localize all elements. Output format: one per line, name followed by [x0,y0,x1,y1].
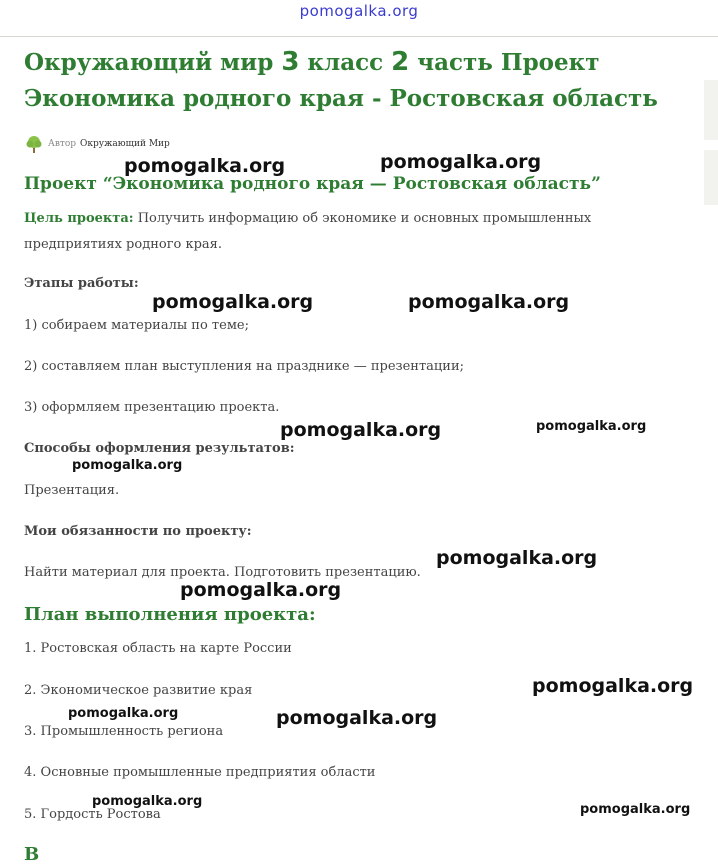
site-header [0,0,718,37]
next-heading-cutoff: В [24,844,40,865]
plan-item: 1. Ростовская область на карте России [24,641,292,656]
watermark: pomogalka.org [152,291,314,313]
plan-item: 5. Гордость Ростова [24,807,161,822]
tree-icon [24,134,44,154]
goal-text: Получить информацию об экономике и основных промышленных предприятиях родного края. [24,211,592,252]
post-meta [24,133,170,155]
project-goal [24,206,664,258]
format-text: Презентация. [24,483,120,498]
watermark: pomogalka.org [180,579,342,601]
watermark: pomogalka.org [68,706,179,721]
watermark: pomogalka.org [532,675,694,697]
author-label: Автор [48,139,77,149]
watermark: pomogalka.org [124,155,286,177]
format-heading: Способы оформления результатов: [24,441,295,456]
duties-text: Найти материал для проекта. Подготовить презентацию. [24,565,421,580]
stage-item: 1) собираем материалы по теме; [24,318,249,333]
watermark: pomogalka.org [92,794,203,809]
watermark: pomogalka.org [72,458,183,473]
stage-item: 2) составляем план выступления на празднике — презентации; [24,359,464,374]
watermark: pomogalka.org [536,419,647,434]
plan-item: 3. Промышленность региона [24,724,224,739]
watermark: pomogalka.org [276,707,438,729]
site-logo[interactable]: pomogalka.org [299,2,419,20]
plan-item: 4. Основные промышленные предприятия области [24,765,376,780]
stage-item: 3) оформляем презентацию проекта. [24,400,280,415]
goal-label: Цель проекта: [24,211,134,226]
stages-heading: Этапы работы: [24,276,139,291]
project-heading: Проект “Экономика родного края — Ростовская область” [24,174,601,194]
side-panel-edge [704,80,718,140]
watermark: pomogalka.org [408,291,570,313]
watermark: pomogalka.org [580,802,691,817]
watermark: pomogalka.org [280,419,442,441]
watermark: pomogalka.org [436,547,598,569]
duties-heading: Мои обязанности по проекту: [24,524,252,539]
article [24,44,704,117]
page-title: Окружающий мир 3 класс 2 часть Проект Экономика родного края - Ростовская область [24,47,658,112]
plan-heading: План выполнения проекта: [24,604,316,625]
watermark: pomogalka.org [380,151,542,173]
side-panel-edge [704,150,718,205]
author-name[interactable]: Окружающий Мир [80,139,170,149]
plan-item: 2. Экономическое развитие края [24,683,253,698]
